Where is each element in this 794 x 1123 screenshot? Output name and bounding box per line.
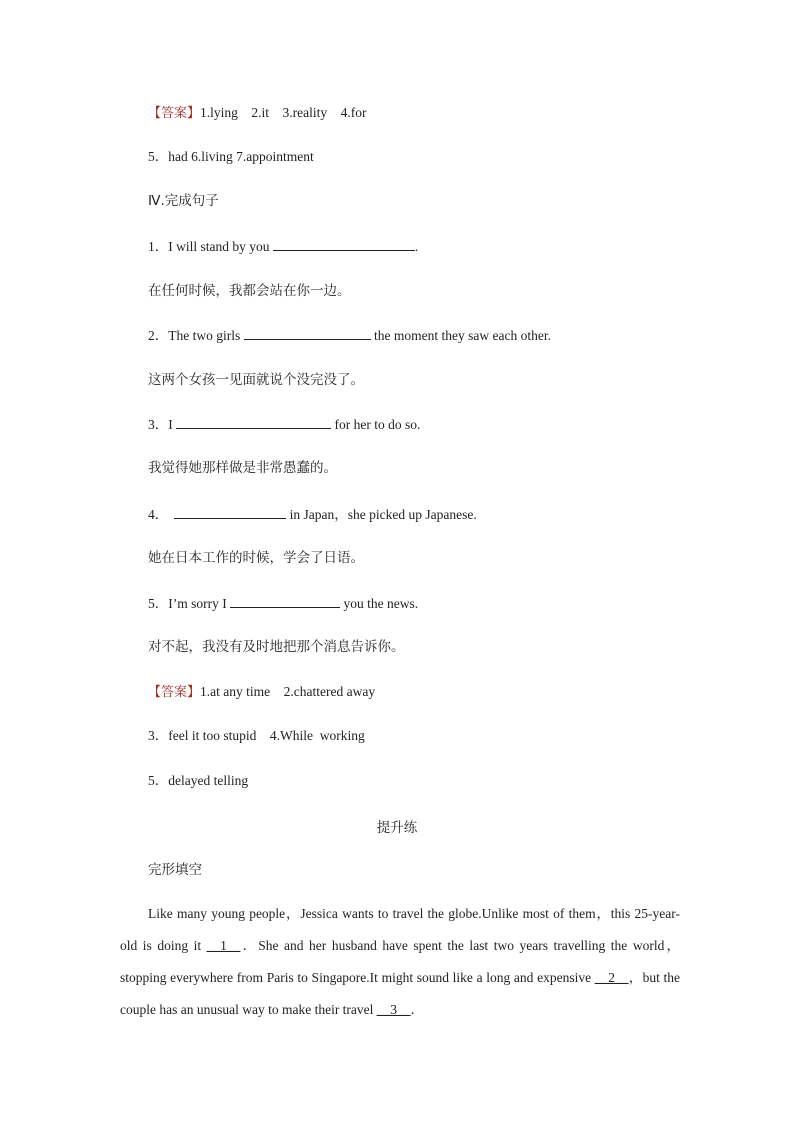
sentence-number: 1． (148, 239, 169, 254)
answer-block-1-line-1 (148, 104, 367, 123)
sentence-text: I will stand by you (168, 239, 273, 254)
sentence-3-translation: 我觉得她那样做是非常愚蠢的。 (148, 460, 337, 476)
sentence-text: you the news. (340, 596, 419, 611)
sentence-5 (148, 594, 418, 613)
cloze-blank-2[interactable]: __2__ (594, 970, 629, 985)
sentence-number: 2． (148, 328, 169, 343)
passage-text: ．She and her husband have spent the last two years travelling the world，stopping everywhere from Paris to Singapore.It might sound like a long and expensive (120, 938, 680, 985)
cloze-passage (120, 898, 680, 1026)
passage-text: ，but the couple has an unusual way to make their travel (120, 970, 681, 1017)
sentence-2 (148, 326, 551, 345)
passage-text: Like many young people，Jessica wants to travel the globe.Unlike most of them，this 25-year-old is doing it (120, 906, 680, 953)
answer-tag: 【答案】 (148, 685, 201, 700)
answer-tag: 【答案】 (148, 106, 201, 121)
sentence-text: in Japan，she picked up Japanese. (286, 507, 477, 522)
sentence-text: for her to do so. (331, 417, 421, 432)
sentence-1 (148, 237, 418, 256)
sentence-4 (148, 505, 477, 524)
answer-block-1-line-2: 5．had 6.living 7.appointment (148, 149, 314, 164)
sentence-5-translation: 对不起，我没有及时地把那个消息告诉你。 (148, 639, 405, 655)
sentence-1-translation: 在任何时候，我都会站在你一边。 (148, 283, 351, 299)
sentence-3 (148, 415, 420, 434)
answer-block-2-line-3: 5．delayed telling (148, 773, 249, 788)
sentence-text: the moment they saw each other. (370, 328, 551, 343)
answer-text: 1.at any time 2.chattered away (200, 684, 376, 699)
fill-blank[interactable] (230, 594, 340, 608)
cloze-blank-1[interactable]: __1__ (206, 938, 241, 953)
answer-block-2-line-1 (148, 683, 375, 702)
sentence-text: I’m sorry I (168, 596, 231, 611)
section-title-practice: 提升练 (376, 820, 418, 836)
sentence-number: 3． (148, 417, 169, 432)
cloze-title: 完形填空 (148, 862, 202, 878)
sentence-number: 5． (148, 596, 169, 611)
sentence-2-translation: 这两个女孩一见面就说个没完没了。 (148, 372, 364, 388)
fill-blank[interactable] (174, 505, 286, 519)
sentence-text: I (168, 417, 177, 432)
fill-blank[interactable] (273, 237, 415, 251)
sentence-text: . (414, 239, 419, 254)
fill-blank[interactable] (244, 326, 371, 340)
sentence-4-translation: 她在日本工作的时候，学会了日语。 (148, 550, 364, 566)
fill-blank[interactable] (176, 415, 331, 429)
sentence-text: The two girls (168, 328, 244, 343)
answer-block-2-line-2: 3．feel it too stupid 4.While working (148, 728, 365, 743)
cloze-blank-3[interactable]: __3__ (376, 1002, 411, 1017)
section-title-iv: Ⅳ.完成句子 (148, 193, 219, 209)
sentence-number: 4． (148, 507, 169, 522)
answer-text: 1.lying 2.it 3.reality 4.for (200, 105, 367, 120)
passage-text: ． (410, 1002, 425, 1017)
